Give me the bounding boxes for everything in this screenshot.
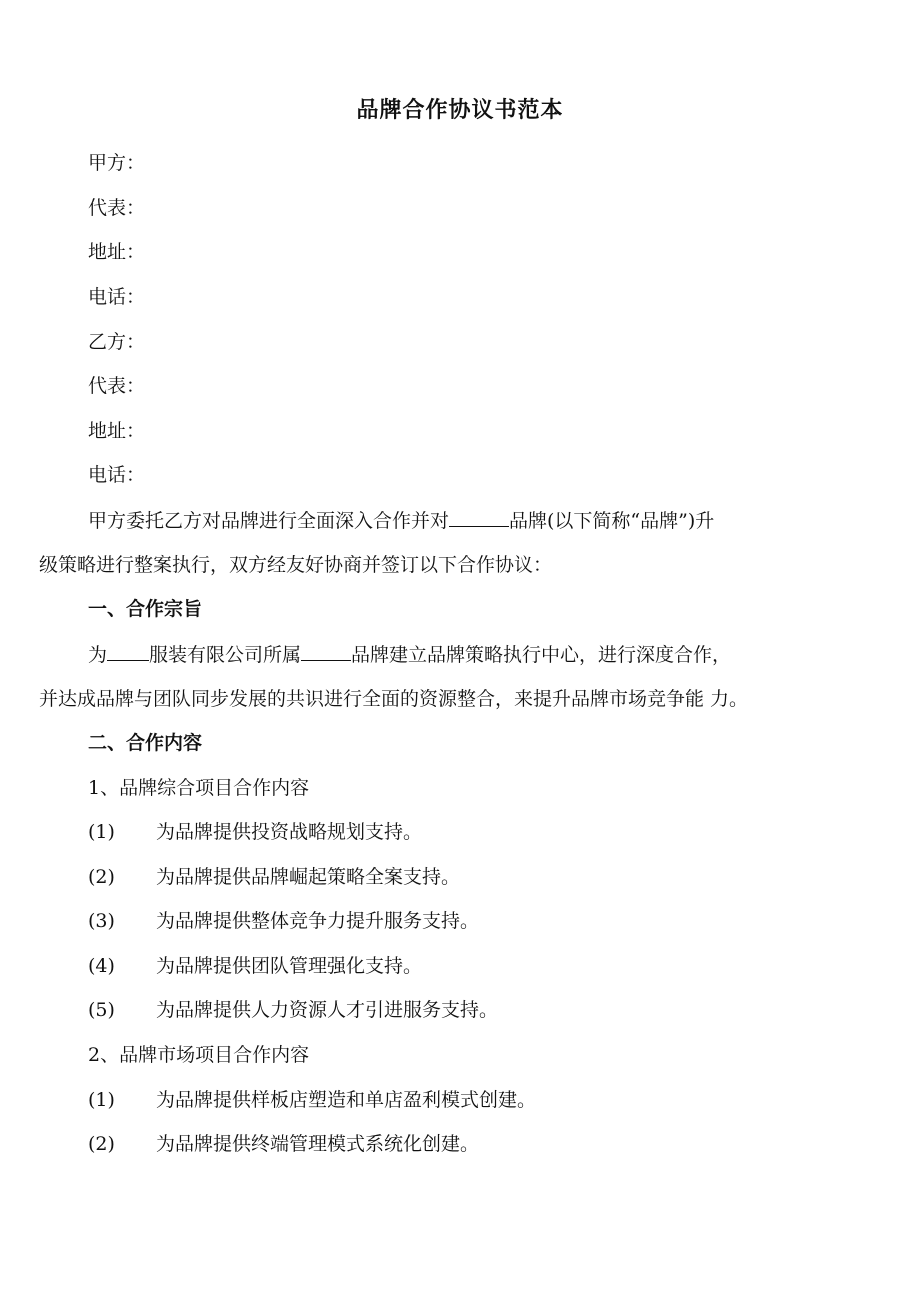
section1-text-part1: 为 <box>88 644 108 666</box>
section1-paragraph-line2: 并达成品牌与团队同步发展的共识进行全面的资源整合，来提升品牌市场竞争能 力。 <box>39 688 749 710</box>
intro-paragraph-line2: 级策略进行整案执行，双方经友好协商并签订以下合作协议： <box>39 554 553 576</box>
document-title: 品牌合作协议书范本 <box>356 98 564 123</box>
subsection2-title: 2、品牌市场项目合作内容 <box>88 1044 310 1066</box>
party-a-name-label: 甲方： <box>88 152 146 174</box>
company-name-blank <box>107 640 149 661</box>
party-a-address-label: 地址： <box>88 241 146 263</box>
party-a-rep-label: 代表： <box>88 197 146 219</box>
section1-text-part3: 品牌建立品牌策略执行中心，进行深度合作， <box>351 644 732 666</box>
list-item <box>88 1086 536 1114</box>
list-item-text: 为品牌提供样板店塑造和单店盈利模式创建。 <box>156 1089 537 1111</box>
list-item <box>88 996 498 1024</box>
list-item-number: (2) <box>88 1133 115 1155</box>
party-b-rep-label: 代表： <box>88 375 146 397</box>
list-item-text: 为品牌提供投资战略规划支持。 <box>156 821 423 843</box>
intro-paragraph-line1 <box>88 506 714 535</box>
subsection1-title: 1、品牌综合项目合作内容 <box>88 777 310 799</box>
list-item-number: (1) <box>88 1089 115 1111</box>
list-item-text: 为品牌提供品牌崛起策略全案支持。 <box>156 866 461 888</box>
list-item <box>88 952 422 980</box>
list-item-text: 为品牌提供团队管理强化支持。 <box>156 955 423 977</box>
section1-text-part2: 服装有限公司所属 <box>149 644 302 666</box>
list-item <box>88 1130 479 1158</box>
brand-name-blank <box>449 506 509 527</box>
list-item-number: (1) <box>88 821 115 843</box>
list-item-text: 为品牌提供终端管理模式系统化创建。 <box>156 1133 480 1155</box>
section1-paragraph-line1 <box>88 640 731 669</box>
section2-heading: 二、合作内容 <box>88 732 203 754</box>
list-item-number: (3) <box>88 910 115 932</box>
list-item-text: 为品牌提供整体竞争力提升服务支持。 <box>156 910 480 932</box>
list-item <box>88 907 479 935</box>
list-item-text: 为品牌提供人力资源人才引进服务支持。 <box>156 999 499 1021</box>
brand-blank <box>301 640 351 661</box>
list-item <box>88 863 460 891</box>
section1-heading: 一、合作宗旨 <box>88 598 203 620</box>
party-a-phone-label: 电话： <box>88 286 146 308</box>
party-b-address-label: 地址： <box>88 420 146 442</box>
list-item <box>88 818 422 846</box>
list-item-number: (4) <box>88 955 115 977</box>
list-item-number: (5) <box>88 999 115 1021</box>
party-b-phone-label: 电话： <box>88 464 146 486</box>
party-b-name-label: 乙方： <box>88 331 146 353</box>
intro-text-part1: 甲方委托乙方对品牌进行全面深入合作并对 <box>88 510 450 532</box>
intro-text-part2: 品牌(以下简称“品牌”)升 <box>509 510 715 532</box>
list-item-number: (2) <box>88 866 115 888</box>
